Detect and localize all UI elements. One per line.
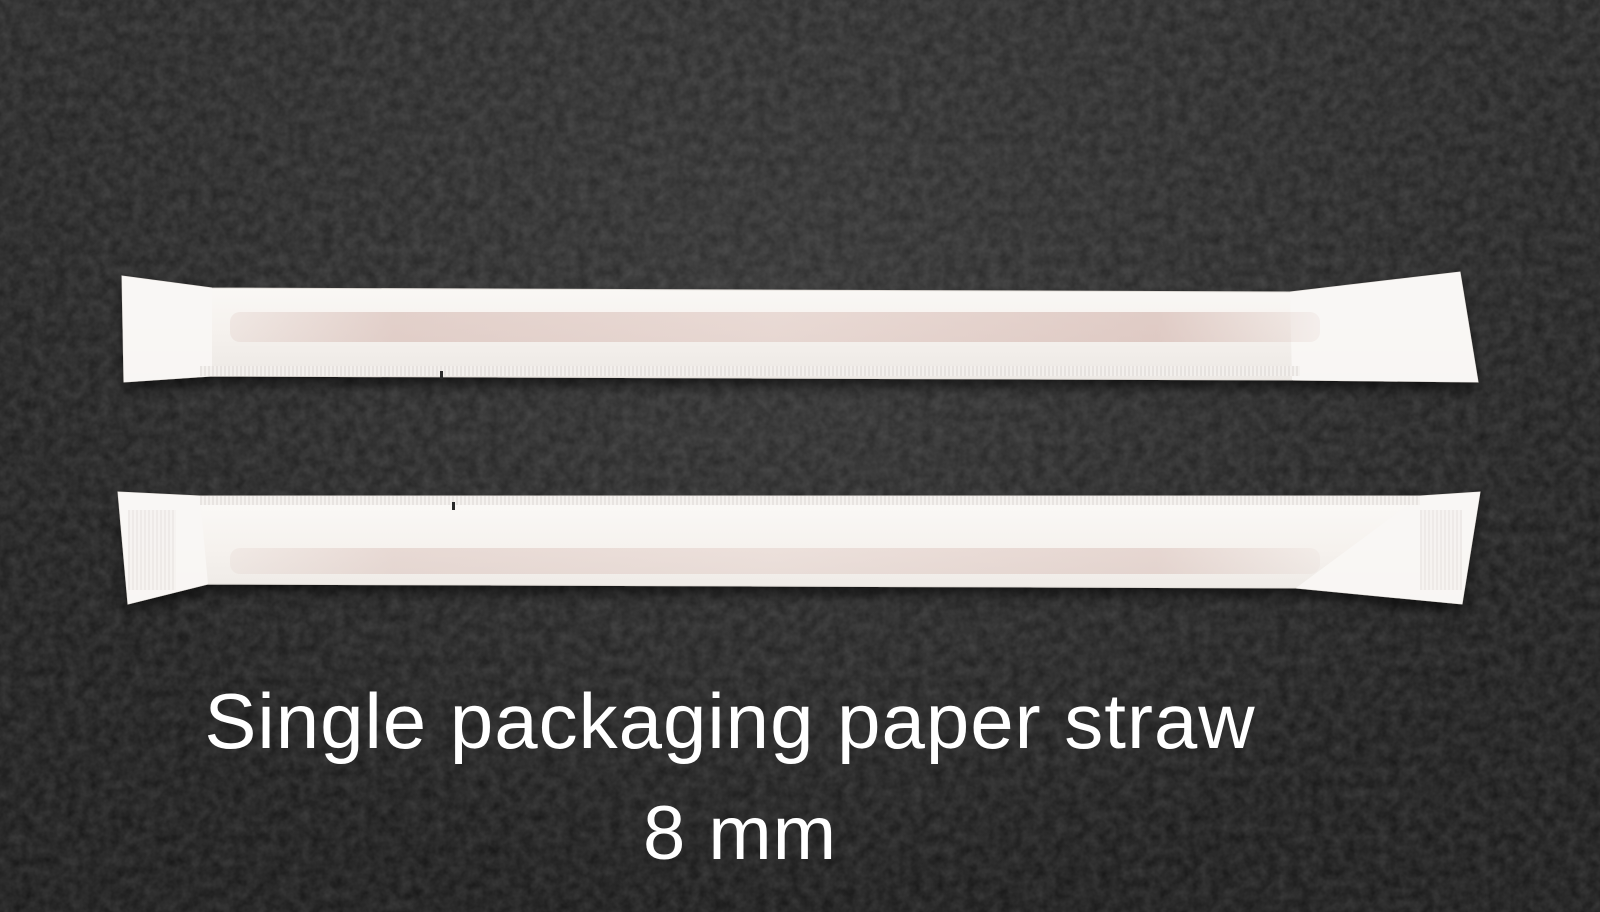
straw-packet-top [122,272,1478,382]
caption-title: Single packaging paper straw [204,677,1256,765]
straw-packet-bottom [118,492,1480,604]
caption-size: 8 mm [643,791,837,876]
